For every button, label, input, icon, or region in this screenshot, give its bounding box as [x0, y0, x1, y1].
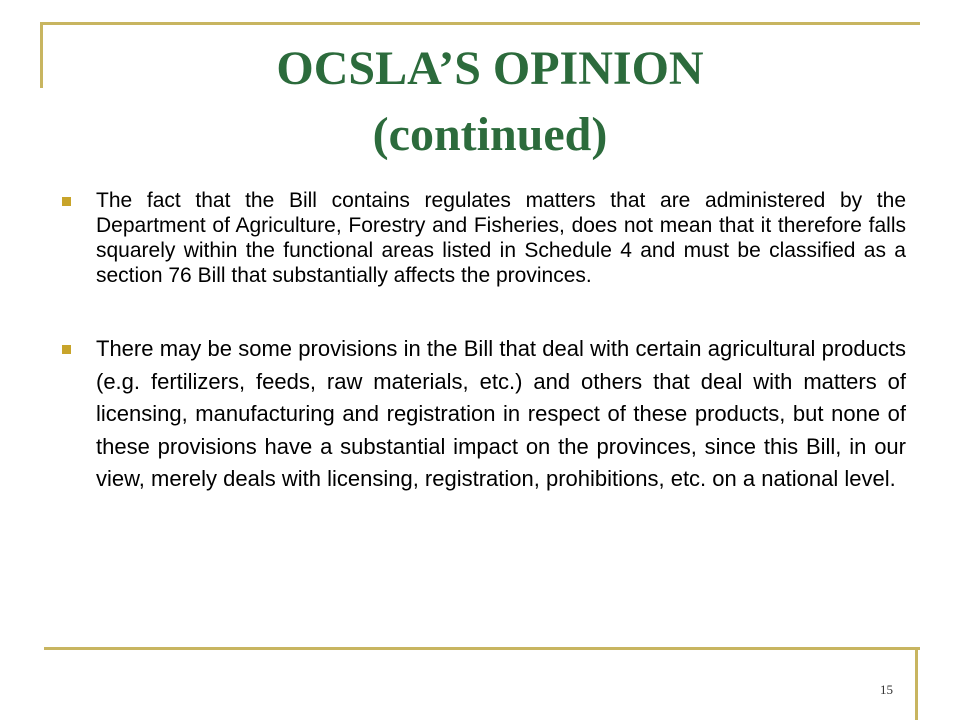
- bullet-text: The fact that the Bill contains regulates matters that are administered by the Department of Agriculture, Forestry and Fisheries, does not mean that it therefore falls squarely within the functional areas listed in Schedule 4 and must be classified as a section 76 Bill that substantially affects the provinces.: [96, 189, 906, 287]
- page-number: 15: [880, 682, 893, 697]
- slide-title-line2: (continued): [372, 108, 608, 161]
- square-bullet-icon: [62, 197, 71, 206]
- frame-right-line: [915, 647, 918, 720]
- square-bullet-icon: [62, 345, 71, 354]
- bullet-item: [60, 188, 906, 288]
- bullet-text: There may be some provisions in the Bill that deal with certain agricultural products (e.g. fertilizers, feeds, raw materials, etc.) and others that deal with matters of licensing, manufacturing and registration in respect of these products, but none of these provisions have a substantial impact on the provinces, since this Bill, in our view, merely deals with licensing, registration, prohibitions, etc. on a national level.: [96, 336, 906, 491]
- frame-bottom-line: [44, 647, 920, 650]
- frame-top-line: [40, 22, 920, 25]
- bullet-item: [60, 333, 906, 496]
- bullet-list: [60, 188, 906, 496]
- frame-left-line: [40, 22, 43, 88]
- slide-title-line1: OCSLA’S OPINION: [276, 42, 704, 95]
- slide-title: [50, 36, 930, 168]
